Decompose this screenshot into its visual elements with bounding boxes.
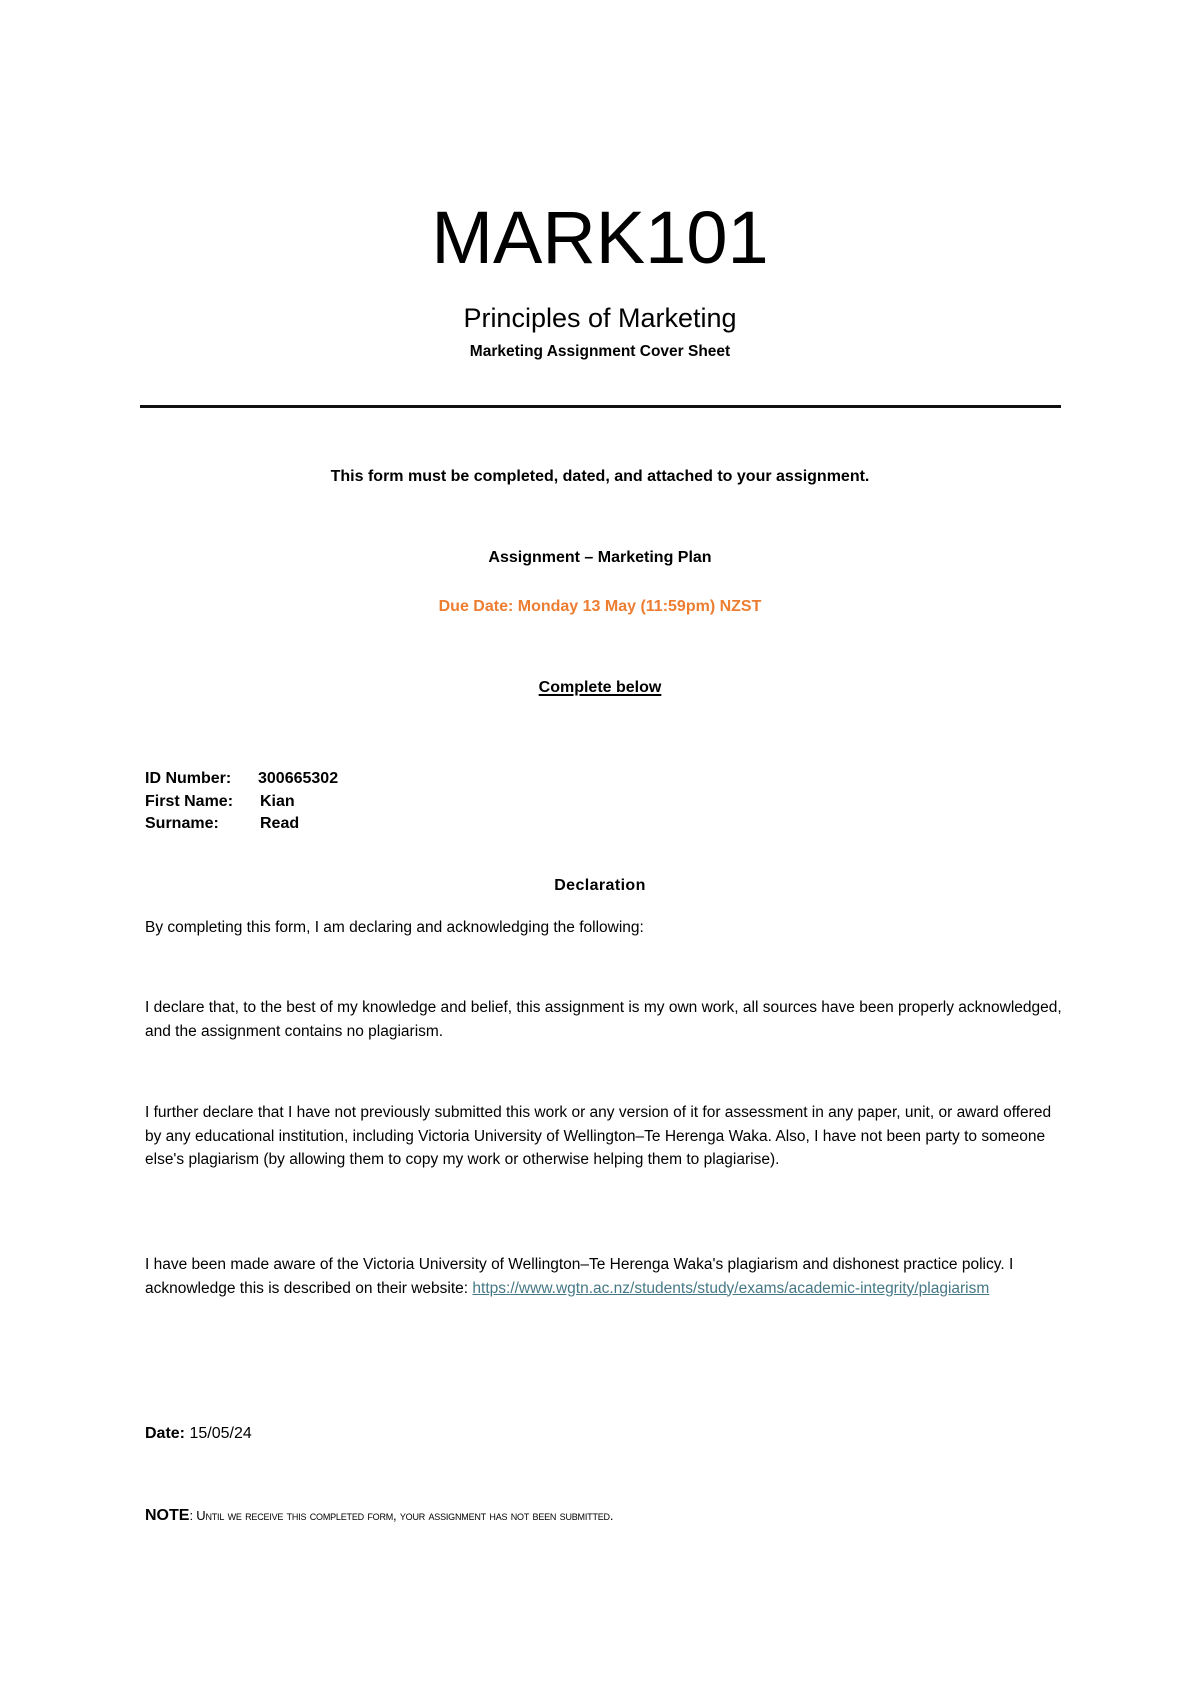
due-date: Due Date: Monday 13 May (11:59pm) NZST	[438, 598, 762, 615]
date-line	[145, 1423, 252, 1445]
field-surname	[145, 813, 338, 836]
field-label: First Name:	[145, 792, 234, 810]
form-notice: This form must be completed, dated, and attached to your assignment.	[330, 468, 870, 485]
id-number-value: 300665302	[258, 770, 339, 787]
plagiarism-policy-link[interactable]: https://www.wgtn.ac.nz/students/study/exams/academic-integrity/plagiarism	[472, 1279, 990, 1297]
surname-value: Read	[260, 815, 300, 832]
declaration-paragraph-1: I declare that, to the best of my knowledge and belief, this assignment is my own work, all sources have been properly acknowledged, and the assignment contains no plagiarism.	[145, 999, 1062, 1040]
declaration-paragraph-2: I further declare that I have not previously submitted this work or any version of it for assessment in any paper, unit, or award offered by any educational institution, including Victoria University of Wellington–Te Herenga Waka. Also, I have not been party to someone else's plagiarism (by allowing them to copy my work or otherwise helping them to plagiarise).	[145, 1104, 1052, 1168]
student-details	[145, 768, 338, 836]
first-name-value: Kian	[260, 792, 295, 810]
sheet-title: Marketing Assignment Cover Sheet	[469, 343, 731, 360]
course-name: Principles of Marketing	[463, 303, 737, 333]
note-text: : Until we receive this completed form, your assignment has not been submitted.	[189, 1508, 614, 1523]
complete-below-label: Complete below	[538, 679, 662, 696]
assignment-title: Assignment – Marketing Plan	[488, 549, 712, 566]
complete-below-heading	[0, 677, 1200, 699]
date-label: Date:	[145, 1425, 186, 1442]
declaration-heading: Declaration	[554, 877, 646, 894]
course-code: MARK101	[431, 196, 769, 279]
field-id-number	[145, 768, 338, 791]
declaration-paragraph-3	[145, 1253, 1065, 1300]
note-line	[145, 1505, 613, 1527]
declaration-paragraph-3-text: I have been made aware of the Victoria University of Wellington–Te Herenga Waka's plagiarism and dishonest practice policy. I acknowledge this is described on their website:	[145, 1256, 1014, 1297]
note-label: NOTE	[145, 1507, 190, 1524]
field-first-name	[145, 791, 338, 814]
horizontal-divider	[140, 405, 1061, 408]
field-label: ID Number:	[145, 770, 232, 787]
date-value: 15/05/24	[185, 1425, 252, 1442]
declaration-intro: By completing this form, I am declaring and acknowledging the following:	[145, 919, 644, 936]
field-label: Surname:	[145, 815, 219, 832]
